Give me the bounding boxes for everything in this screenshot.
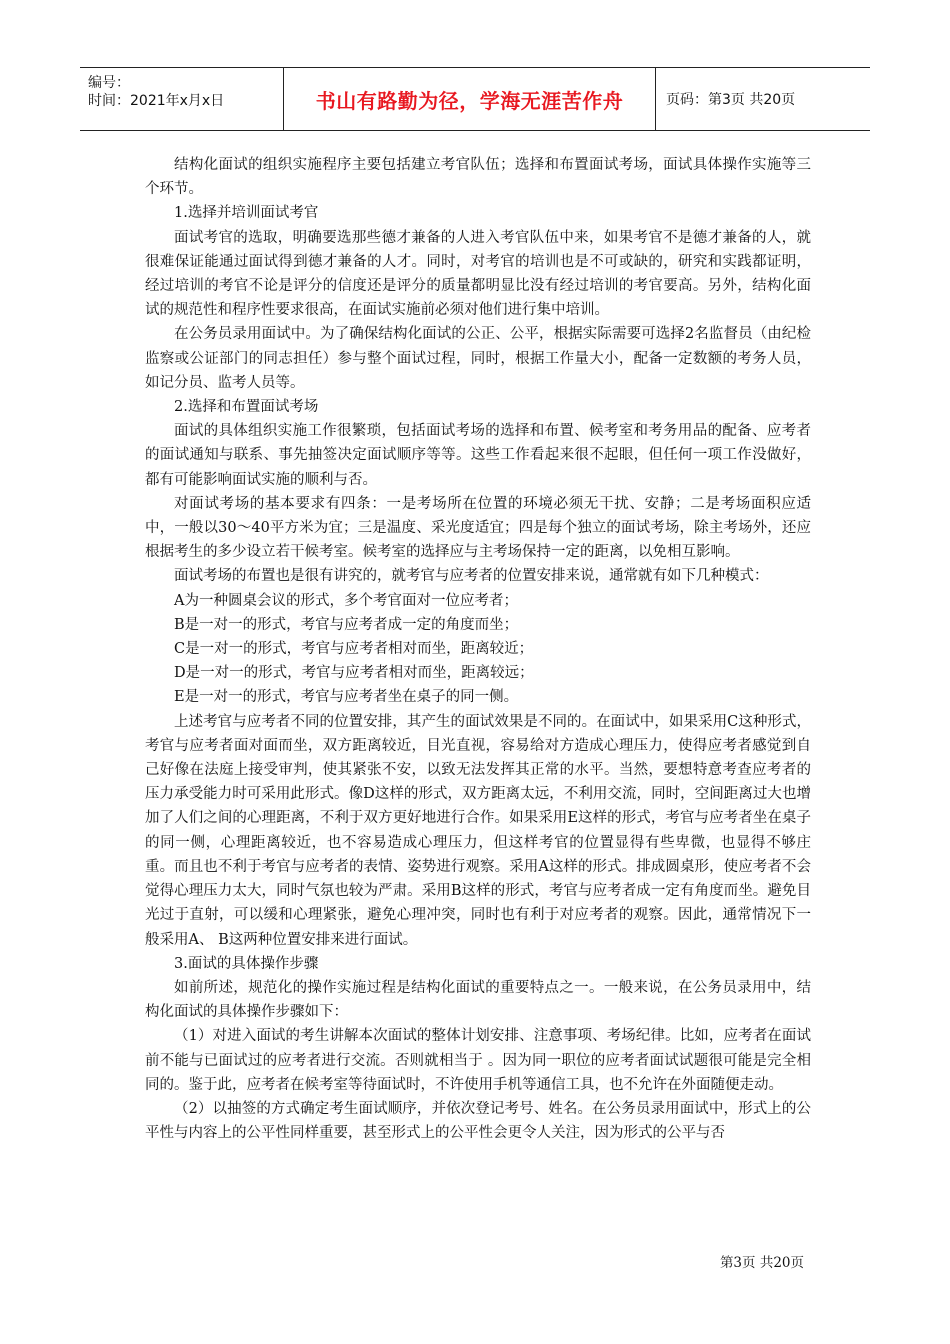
paragraph: 面试考官的选取，明确要选那些德才兼备的人进入考官队伍中来，如果考官不是德才兼备的人，就很难保证能通过面试得到德才兼备的人才。同时，对考官的培训也是不可或缺的，研究和实践都证明，经过培训的考官不论是评分的信度还是评分的质量都明显比没有经过培训的考官要高。另外，结构化面试的规范性和程序性要求很高，在面试实施前必须对他们进行集中培训。 xyxy=(145,229,811,319)
paragraph: 结构化面试的组织实施程序主要包括建立考官队伍；选择和布置面试考场，面试具体操作实施等三个环节。 xyxy=(145,157,811,198)
document-number-label: 编号： xyxy=(88,75,130,91)
header-page-number: 页码：第3页 共20页 xyxy=(666,92,796,108)
header-info-cell xyxy=(80,68,283,130)
list-item: A为一种圆桌会议的形式，多个考官面对一位应考者； xyxy=(174,592,518,609)
section-heading: 1.选择并培训面试考官 xyxy=(174,205,319,222)
paragraph: （2）以抽签的方式确定考生面试顺序，并依次登记考号、姓名。在公务员录用面试中，形式上的公平性与内容上的公平性同样重要，甚至形式上的公平性会更令人关注，因为形式的公平与否 xyxy=(145,1100,811,1142)
header-motto: 书山有路勤为径，学海无涯苦作舟 xyxy=(315,88,624,113)
paragraph: 面试考场的布置也是很有讲究的，就考官与应考者的位置安排来说，通常就有如下几种模式： xyxy=(174,568,769,585)
section-heading: 2.选择和布置面试考场 xyxy=(174,399,319,416)
list-item: B是一对一的形式，考官与应考者成一定的角度而坐； xyxy=(174,616,519,633)
paragraph: 面试的具体组织实施工作很繁琐，包括面试考场的选择和布置、候考室和考务用品的配备、应考者的面试通知与联系、事先抽签决定面试顺序等等。这些工作看起来很不起眼，但任何一项工作没做好，都有可能影响面试实施的顺利与否。 xyxy=(145,423,811,488)
paragraph: （1）对进入面试的考生讲解本次面试的整体计划安排、注意事项、考场纪律。比如，应考者在面试前不能与已面试过的应考者进行交流。否则就相当于 。因为同一职位的应考者面试试题很可能是完全相同的。鉴于此，应考者在候考室等待面试时，不许使用手机等通信工具，也不允许在外面随便走动。 xyxy=(145,1028,811,1093)
document-body xyxy=(145,153,811,1145)
section-heading: 3.面试的具体操作步骤 xyxy=(174,955,319,972)
header-page-cell xyxy=(656,68,870,130)
paragraph: 在公务员录用面试中。为了确保结构化面试的公正、公平，根据实际需要可选择2名监督员（由纪检监察或公证部门的同志担任）参与整个面试过程，同时，根据工作量大小，配备一定数额的考务人员，如记分员、监考人员等。 xyxy=(145,326,811,391)
paragraph: 上述考官与应考者不同的位置安排，其产生的面试效果是不同的。在面试中，如果采用C这种形式，考官与应考者面对面而坐，双方距离较近，目光直视，容易给对方造成心理压力，使得应考者感觉到自己好像在法庭上接受审判，使其紧张不安，以致无法发挥其正常的水平。当然，要想特意考查应考者的压力承受能力时可采用此形式。像D这样的形式，双方距离太远，不利用交流，同时，空间距离过大也增加了人们之间的心理距离，不利于双方更好地进行合作。如果采用E这样的形式，考官与应考者坐在桌子的同一侧，心理距离较近，也不容易造成心理压力，但这样考官的位置显得有些卑微，也显得不够庄重。而且也不利于考官与应考者的表情、姿势进行观察。采用A这样的形式。排成圆桌形，使应考者不会觉得心理压力太大，同时气氛也较为严肃。采用B这样的形式，考官与应考者成一定有角度而坐。避免目光过于直射，可以缓和心理紧张，避免心理冲突，同时也有利于对应考者的观察。因此，通常情况下一般采用A、 B这两种位置安排来进行面试。 xyxy=(145,713,811,948)
page-footer xyxy=(720,1251,804,1271)
list-item: C是一对一的形式，考官与应考者相对而坐，距离较近； xyxy=(174,641,534,658)
footer-page-number: 第3页 共20页 xyxy=(719,1255,804,1271)
list-item: D是一对一的形式，考官与应考者相对而坐，距离较远； xyxy=(174,665,534,682)
paragraph: 如前所述，规范化的操作实施过程是结构化面试的重要特点之一。一般来说，在公务员录用中，结构化面试的具体操作步骤如下： xyxy=(145,979,811,1021)
paragraph: 对面试考场的基本要求有四条：一是考场所在位置的环境必须无干扰、安静；二是考场面积应适中，一般以30～40平方米为宜；三是温度、采光度适宜；四是每个独立的面试考场，除主考场外，还应根据考生的多少设立若干候考室。候考室的选择应与主考场保持一定的距离，以免相互影响。 xyxy=(145,495,811,561)
list-item: E是一对一的形式，考官与应考者坐在桌子的同一侧。 xyxy=(174,689,519,706)
page-header xyxy=(80,67,870,131)
header-motto-cell xyxy=(283,68,656,130)
document-date-label: 时间：2021年x月x日 xyxy=(88,93,225,109)
